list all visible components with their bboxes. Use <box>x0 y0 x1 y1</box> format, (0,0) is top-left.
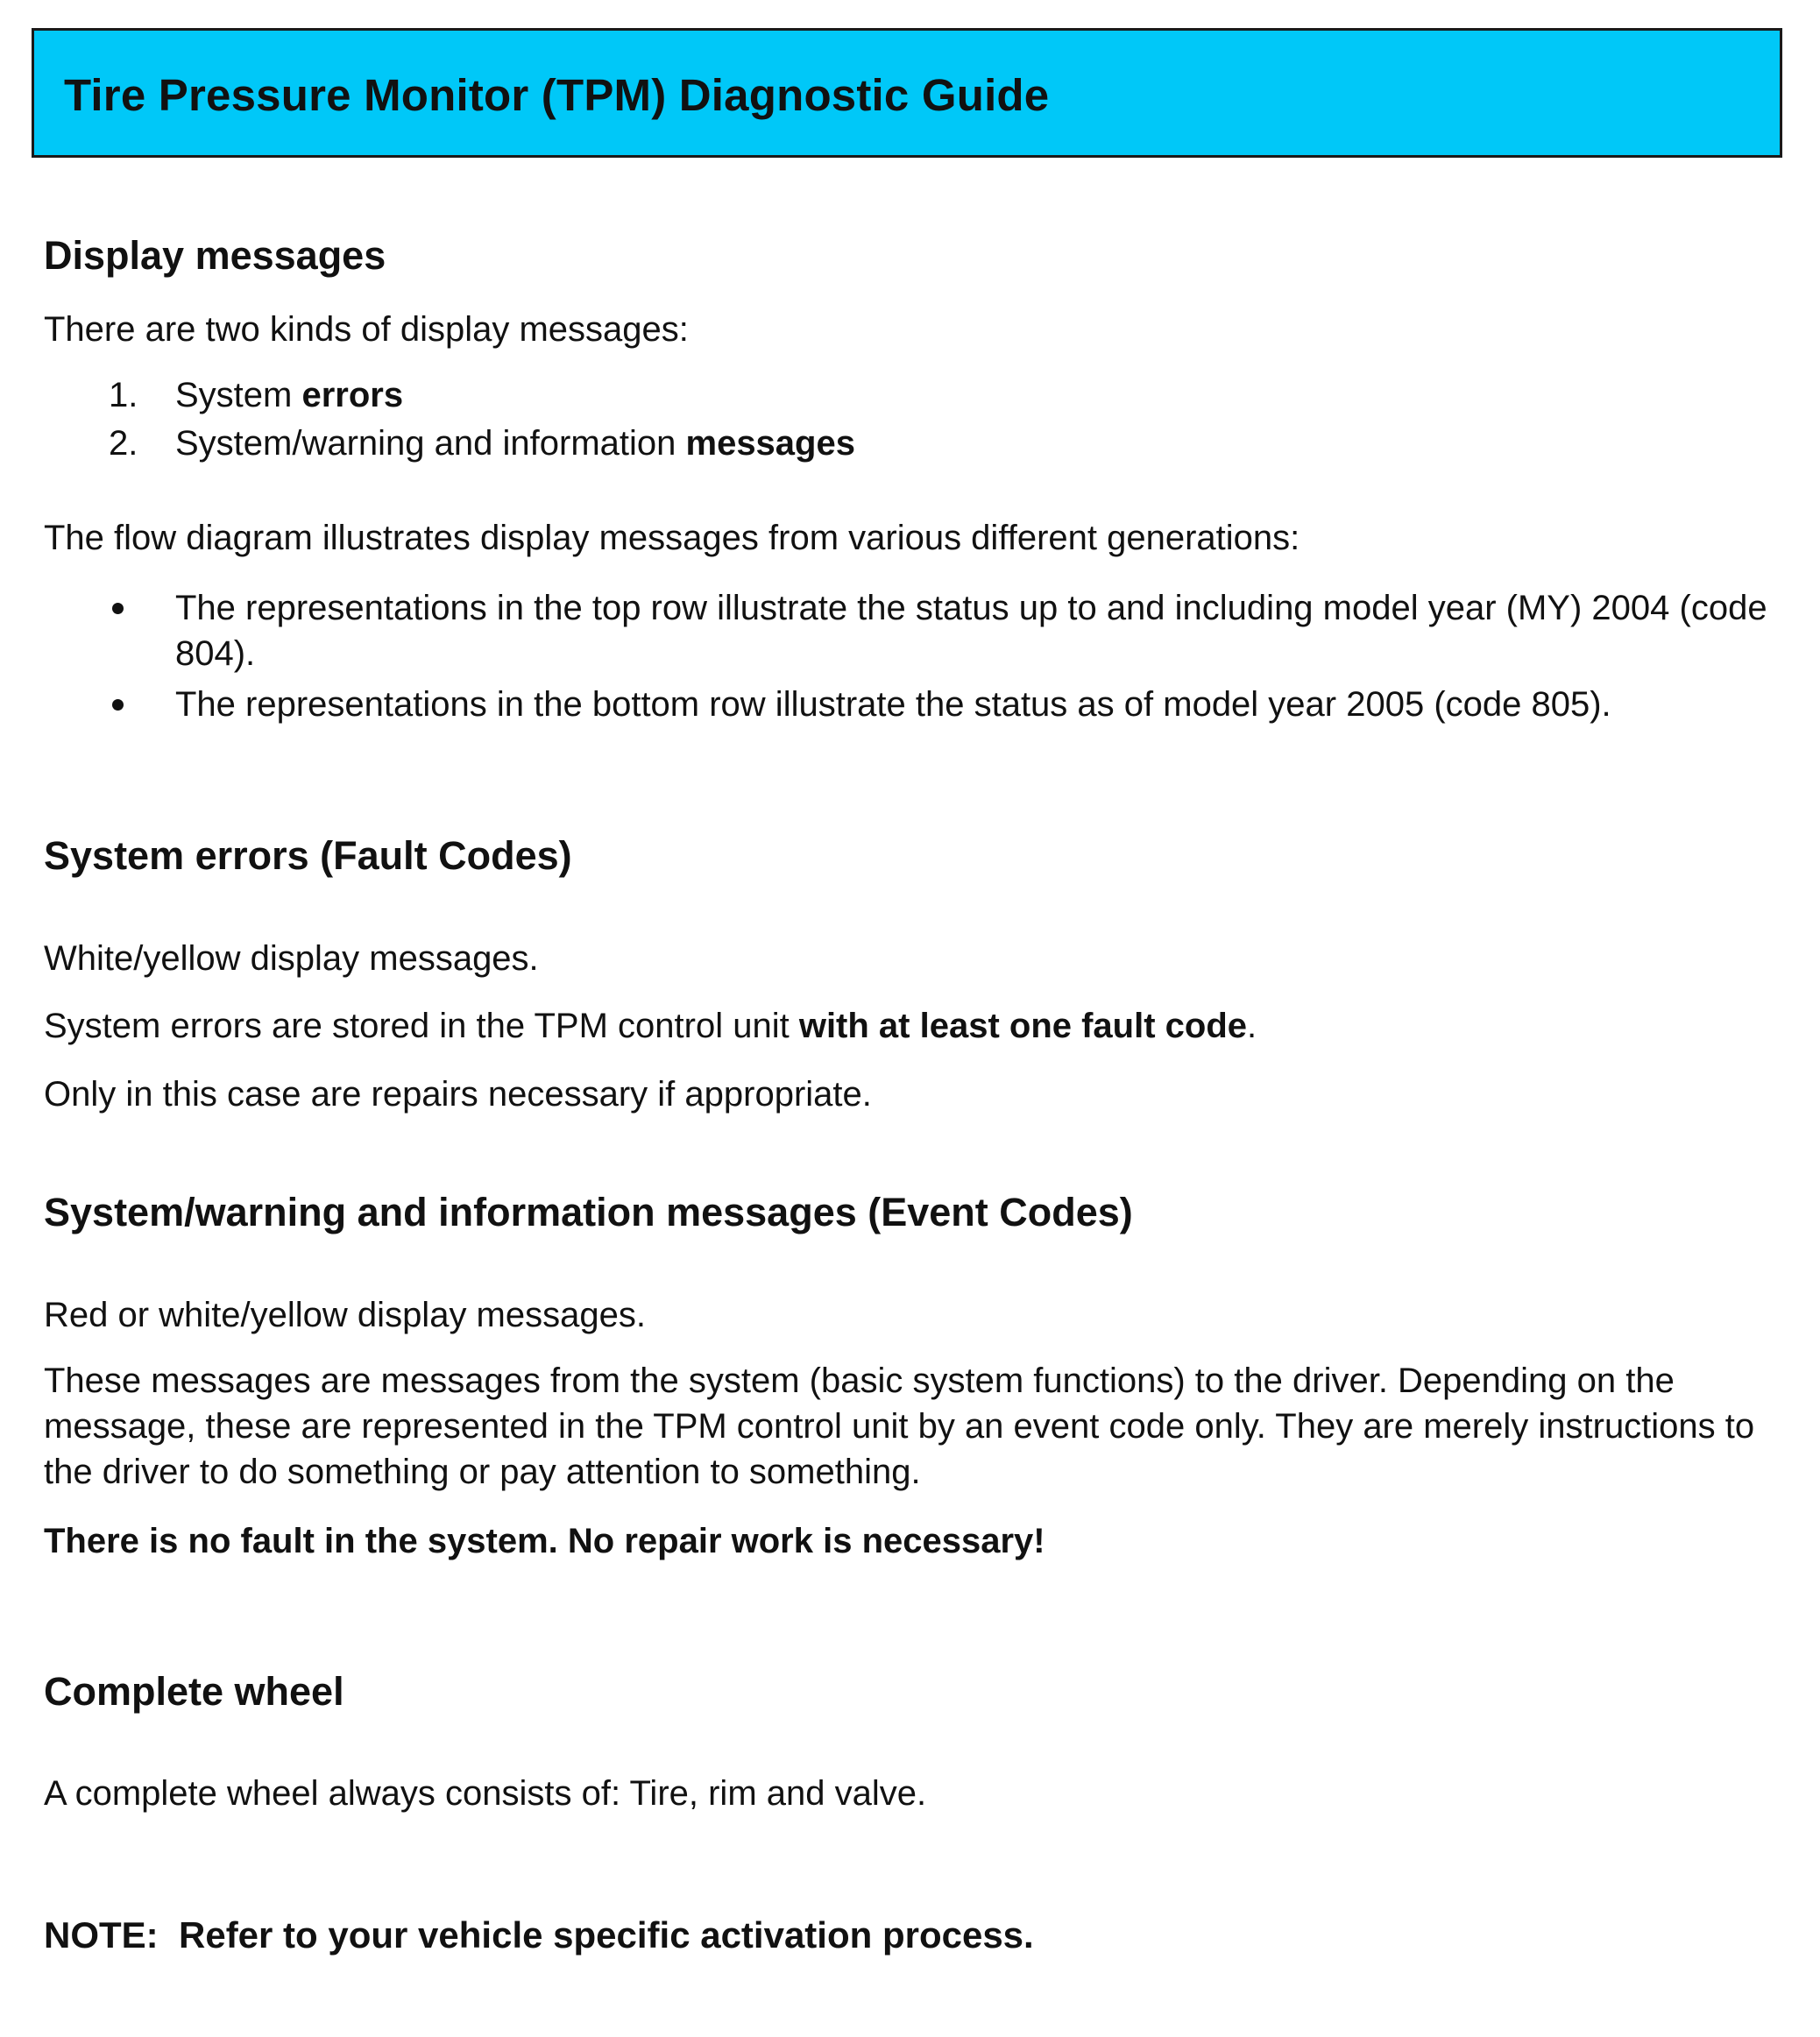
section-heading-display-messages: Display messages <box>44 233 386 278</box>
list-item-text: System/warning and information messages <box>175 424 855 463</box>
system-warning-line-1: Red or white/yellow display messages. <box>44 1296 646 1334</box>
section-heading-complete-wheel: Complete wheel <box>44 1669 344 1714</box>
bullet-text: The representations in the top row illustrate the status up to and including model year (MY) 2004 (code 804). <box>175 589 1767 673</box>
list-number: 2. <box>109 424 138 463</box>
bullet-text: The representations in the bottom row illustrate the status as of model year 2005 (code 805). <box>175 685 1611 724</box>
note <box>44 1914 1034 1956</box>
list-item-text: System errors <box>175 376 404 414</box>
list-number: 1. <box>109 376 138 414</box>
system-errors-line-1: White/yellow display messages. <box>44 939 539 978</box>
section-heading-system-errors: System errors (Fault Codes) <box>44 833 572 878</box>
section-heading-system-warning: System/warning and information messages (Event Codes) <box>44 1190 1133 1234</box>
display-messages-intro: There are two kinds of display messages: <box>44 310 689 349</box>
bullet-icon <box>112 699 124 711</box>
system-warning-paragraph: These messages are messages from the system (basic system functions) to the driver. Depending on the message, these are represented in the TPM control unit by an event code only. They are merely instructions to the driver to do something or pay attention to something. <box>44 1362 1755 1491</box>
note-text: Refer to your vehicle specific activation process. <box>179 1914 1034 1956</box>
header-banner <box>32 28 1782 158</box>
bullet-icon <box>112 603 124 614</box>
flow-diagram-intro: The flow diagram illustrates display messages from various different generations: <box>44 519 1300 557</box>
no-fault-statement: There is no fault in the system. No repair work is necessary! <box>44 1522 1045 1560</box>
page-title: Tire Pressure Monitor (TPM) Diagnostic Guide <box>64 70 1050 120</box>
system-errors-line-2: System errors are stored in the TPM control unit with at least one fault code. <box>44 1007 1257 1045</box>
system-errors-line-3: Only in this case are repairs necessary if appropriate. <box>44 1075 872 1114</box>
note-label: NOTE: <box>44 1914 159 1956</box>
complete-wheel-line: A complete wheel always consists of: Tire, rim and valve. <box>44 1774 927 1813</box>
